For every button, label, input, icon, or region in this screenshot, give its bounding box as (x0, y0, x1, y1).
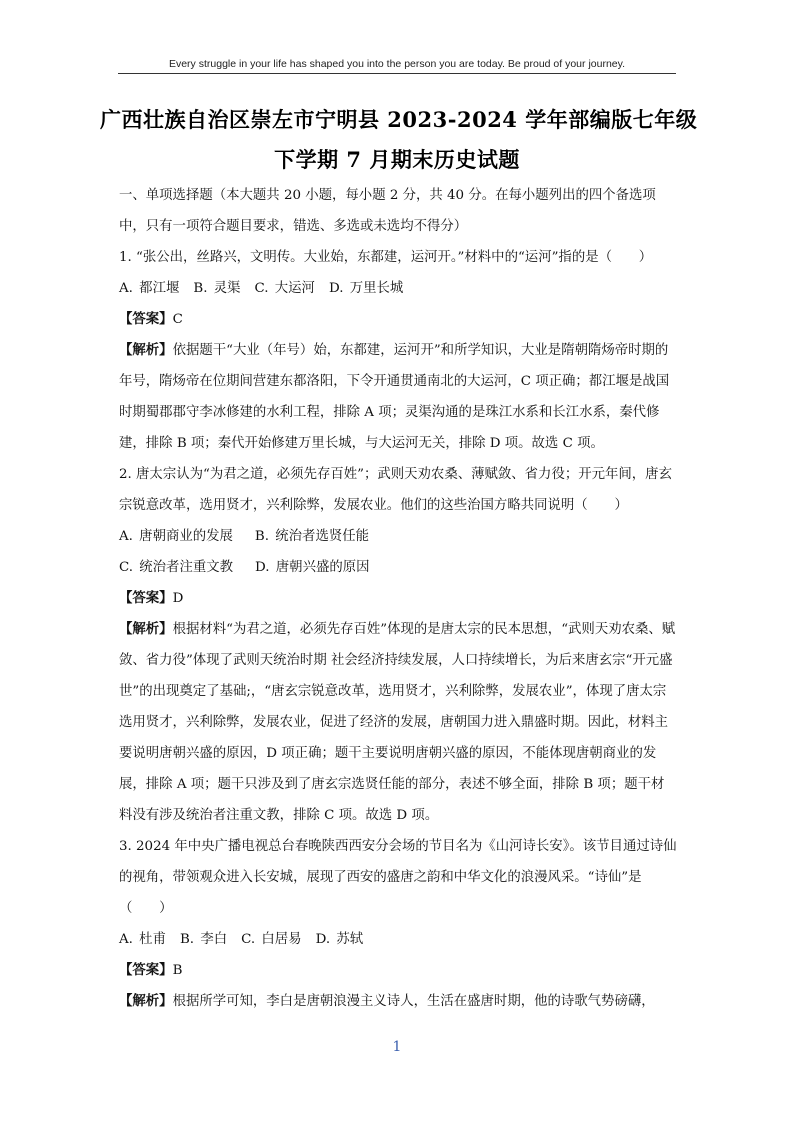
question-1-option-d: D. 万里长城 (328, 281, 404, 296)
answer-label: 【答案】 (119, 590, 173, 606)
header-motto: Every struggle in your life has shaped you into the person you are today. Be proud of your journey. (168, 58, 626, 70)
question-1-answer (119, 304, 677, 335)
question-2-option-d: D. 唐朝兴盛的原因 (255, 560, 370, 575)
question-2-answer (119, 583, 677, 614)
question-1-option-a: A. 都江堰 (119, 281, 180, 296)
page-title-line-2: 下学期 7 月期末历史试题 (274, 147, 520, 172)
analysis-text: 根据材料“为君之道，必须先存百姓”体现的是唐太宗的民本思想，“武则天劝农桑、赋敛、省力役”体现了武则天统治时期 社会经济持续发展，人口持续增长，为后来唐玄宗“开元盛世”的出现奠定了基础;，“唐玄宗锐意改革，选用贤才，兴利除弊，发展农业”，体现了唐太宗选用贤才，兴利除弊，发展农业，促进了经济的发展，唐朝国力进入鼎盛时期。因此，材料主要说明唐朝兴盛的原因，D 项正确；题干主要说明唐朝兴盛的原因，不能体现唐朝商业的发展，排除 A 项；题干只涉及到了唐玄宗选贤任能的部分，表述不够全面，排除 B 项；题干材料没有涉及统治者注重文教，排除 C 项。故选 D 项。 (119, 622, 676, 823)
question-3-option-b: B. 李白 (179, 932, 228, 947)
question-2-option-a: A. 唐朝商业的发展 (119, 529, 233, 544)
question-2-analysis (119, 614, 677, 831)
question-2-options-row-2 (119, 552, 677, 583)
question-3-stem: 3. 2024 年中央广播电视总台春晚陕西西安分会场的节目名为《山河诗长安》。该节目通过诗仙的视角，带领观众进入长安城，展现了西安的盛唐之韵和中华文化的浪漫风采。“诗仙”是（ ） (119, 839, 677, 916)
question-3-answer (119, 955, 677, 986)
question-2-option-b: B. 统治者选贤任能 (254, 529, 370, 544)
answer-label: 【答案】 (119, 311, 173, 327)
section-heading: 一、单项选择题（本大题共 20 小题，每小题 2 分，共 40 分。在每小题列出的四个备选项中，只有一项符合题目要求，错选、多选或未选均不得分） (119, 188, 656, 234)
header-divider (118, 73, 676, 74)
question-2-option-c: C. 统治者注重文教 (119, 560, 234, 575)
question-3-option-c: C. 白居易 (241, 932, 302, 947)
answer-value: B (172, 963, 183, 978)
question-2-options-row-1 (119, 521, 677, 552)
analysis-text: 根据所学可知，李白是唐朝浪漫主义诗人，生活在盛唐时期，他的诗歌气势磅礴， (172, 994, 655, 1009)
question-3-option-d: D. 苏轼 (315, 932, 364, 947)
analysis-label: 【解析】 (119, 621, 173, 637)
question-1-option-c: C. 大运河 (254, 281, 315, 296)
question-1-stem: 1. “张公出，丝路兴，文明传。大业始，东都建，运河开。”材料中的“运河”指的是（ ） (119, 250, 653, 265)
question-1-option-b: B. 灵渠 (193, 281, 241, 296)
document-body (119, 180, 677, 1017)
question-3-option-a: A. 杜甫 (119, 932, 166, 947)
answer-value: D (172, 591, 184, 606)
answer-value: C (172, 312, 183, 327)
question-1-options (119, 273, 677, 304)
question-2-stem: 2. 唐太宗认为“为君之道，必须先存百姓”；武则天劝农桑、薄赋敛、省力役；开元年间，唐玄宗锐意改革，选用贤才，兴利除弊，发展农业。他们的这些治国方略共同说明（ ） (119, 467, 672, 513)
page-number: 1 (392, 1039, 402, 1055)
answer-label: 【答案】 (119, 962, 173, 978)
question-3-analysis (119, 986, 677, 1017)
analysis-label: 【解析】 (119, 993, 173, 1009)
question-3-options (119, 924, 677, 955)
page-title-line-1: 广西壮族自治区崇左市宁明县 2023-2024 学年部编版七年级 (100, 107, 698, 132)
analysis-text: 依据题干“大业（年号）始，东都建，运河开”和所学知识，大业是隋朝隋炀帝时期的年号，隋炀帝在位期间营建东都洛阳，下令开通贯通南北的大运河，C 项正确；都江堰是战国时期蜀郡郡守李冰修建的水利工程，排除 A 项；灵渠沟通的是珠江水系和长江水系，秦代修建，排除 B 项；秦代开始修建万里长城，与大运河无关，排除 D 项。故选 C 项。 (119, 343, 670, 451)
question-1-analysis (119, 335, 677, 459)
analysis-label: 【解析】 (119, 342, 173, 358)
